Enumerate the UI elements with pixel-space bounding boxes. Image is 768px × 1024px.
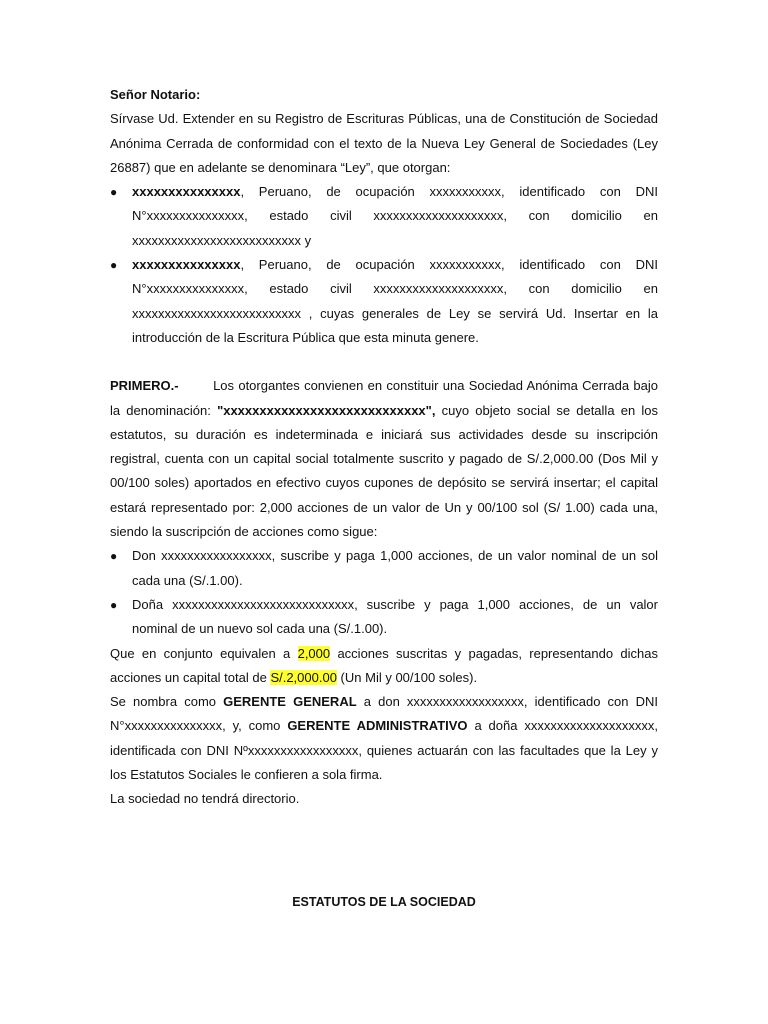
admin-manager-role: GERENTE ADMINISTRATIVO bbox=[287, 718, 468, 734]
total-capital-highlight: S/.2,000.00 bbox=[270, 669, 337, 685]
statutes-title: ESTATUTOS DE LA SOCIEDAD bbox=[292, 895, 476, 909]
company-name: "xxxxxxxxxxxxxxxxxxxxxxxxxxxx", bbox=[217, 402, 436, 418]
grantor-item bbox=[110, 253, 658, 350]
grantor-details: , Peruano, de ocupación xxxxxxxxxxx, identificado con DNI N°xxxxxxxxxxxxxxx, estado civil xxxxxxxxxxxxxxxxxxxx, con domicilio en xxxxxxxxxxxxxxxxxxxxxxxxxx , cuyas generales de Ley se servirá Ud. Insertar en la introducción de la Escritura Pública que esta minuta genere. bbox=[132, 257, 658, 345]
managers-paragraph bbox=[110, 690, 658, 787]
primero-paragraph bbox=[110, 374, 658, 544]
totals-paragraph bbox=[110, 642, 658, 691]
general-manager-role: GERENTE GENERAL bbox=[223, 694, 357, 710]
grantor-name: xxxxxxxxxxxxxxx bbox=[132, 257, 241, 273]
intro-paragraph: Sírvase Ud. Extender en su Registro de Escrituras Públicas, una de Constitución de Sociedad Anónima Cerrada de conformidad con el texto de la Nueva Ley General de Sociedades (Ley 26887) que en adelante se denominara “Ley”, que otorgan: bbox=[110, 111, 658, 175]
grantors-list bbox=[110, 180, 658, 350]
bullet-icon: ● bbox=[110, 597, 118, 612]
document-body bbox=[110, 83, 658, 812]
subscription-item bbox=[110, 593, 658, 642]
salutation: Señor Notario: bbox=[110, 87, 201, 102]
totals-text-2: acciones suscritas y pagadas, representando dichas acciones un capital total de bbox=[110, 645, 658, 685]
grantor-name: xxxxxxxxxxxxxxx bbox=[132, 184, 241, 200]
primero-text-2: cuyo objeto social se detalla en los estatutos, su duración es indeterminada e iniciará sus actividades desde su inscripción registral, cuenta con un capital social totalmente suscrito y pagado de S/.2,000.00 (Dos Mil y 00/100 soles) aportados en efectivo cuyos cupones de depósito se servirá insertar; el capital estará representado por: 2,000 acciones de un valor de Un y 00/100 sol (S/ 1.00) cada una, siendo la suscripción de acciones como sigue: bbox=[110, 402, 659, 540]
bullet-icon: ● bbox=[110, 549, 118, 564]
bullet-icon: ● bbox=[110, 185, 118, 200]
total-shares-highlight: 2,000 bbox=[297, 645, 331, 661]
managers-text-2: a don xxxxxxxxxxxxxxxxxx, identificado con DNI N°xxxxxxxxxxxxxxx, y, como bbox=[110, 694, 659, 734]
totals-text-1: Que en conjunto equivalen a bbox=[110, 645, 298, 661]
no-board-statement: La sociedad no tendrá directorio. bbox=[110, 791, 300, 807]
paragraph-gap bbox=[110, 350, 658, 374]
subscription-text: Don xxxxxxxxxxxxxxxxx, suscribe y paga 1,000 acciones, de un valor nominal de un sol cada una (S/.1.00). bbox=[132, 548, 658, 588]
subscription-item bbox=[110, 544, 658, 593]
subscriptions-list bbox=[110, 544, 658, 641]
primero-text-1: Los otorgantes convienen en constituir una Sociedad Anónima Cerrada bajo la denominación: bbox=[110, 378, 658, 418]
bullet-icon: ● bbox=[110, 258, 118, 273]
grantor-details: , Peruano, de ocupación xxxxxxxxxxx, identificado con DNI N°xxxxxxxxxxxxxxx, estado civil xxxxxxxxxxxxxxxxxxxx, con domicilio en xxxxxxxxxxxxxxxxxxxxxxxxxx y bbox=[132, 184, 658, 248]
totals-text-3: (Un Mil y 00/100 soles). bbox=[336, 669, 478, 685]
grantor-item bbox=[110, 180, 658, 253]
managers-text-3: a doña xxxxxxxxxxxxxxxxxxxx, identificada con DNI Nºxxxxxxxxxxxxxxxxx, quienes actuarán con las facultades que la Ley y los Estatutos Sociales le confieren a sola firma. bbox=[110, 718, 658, 783]
subscription-text: Doña xxxxxxxxxxxxxxxxxxxxxxxxxxxx, suscribe y paga 1,000 acciones, de un valor nominal de un nuevo sol cada una (S/.1.00). bbox=[132, 596, 658, 637]
primero-label: PRIMERO.- bbox=[110, 378, 179, 394]
managers-text-1: Se nombra como bbox=[110, 694, 224, 710]
